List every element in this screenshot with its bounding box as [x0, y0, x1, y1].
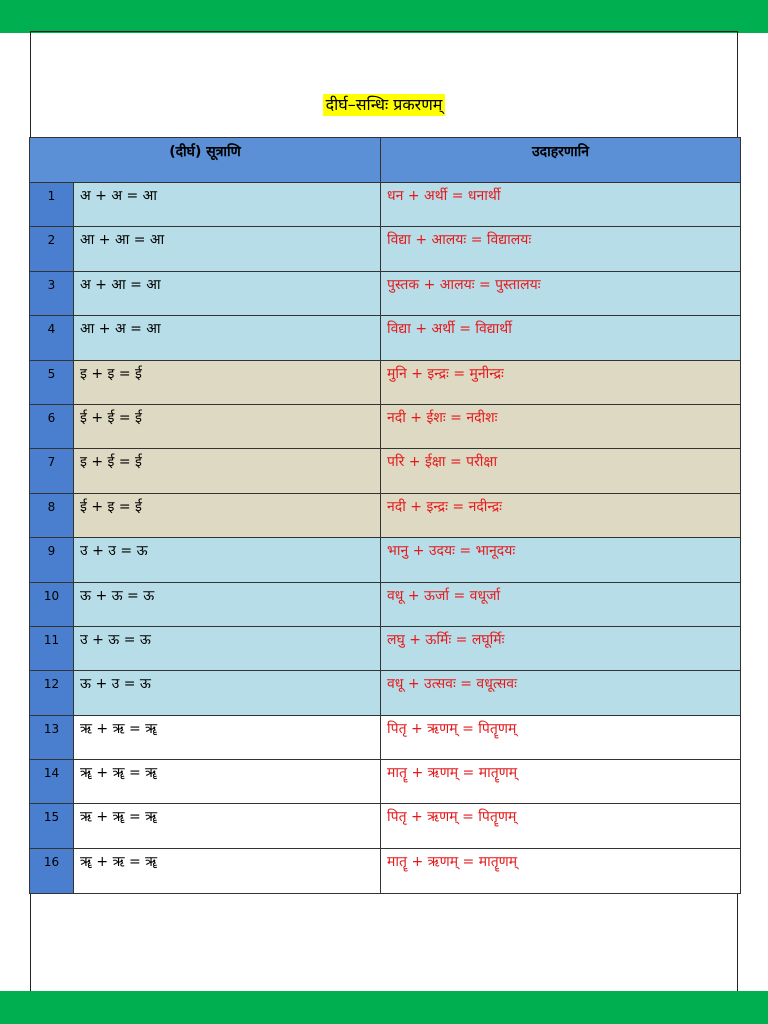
- sutra-cell: ऊ + उ = ऊ: [74, 671, 381, 715]
- row-number-cell: 3: [30, 271, 74, 315]
- row-number-cell: 15: [30, 804, 74, 848]
- table-row: [30, 449, 741, 493]
- row-number-cell: 16: [30, 848, 74, 893]
- example-cell: नदी + इन्द्रः = नदीन्द्रः: [381, 493, 741, 537]
- title-wrap: [0, 94, 768, 116]
- table-row: [30, 316, 741, 360]
- table-row: [30, 271, 741, 315]
- row-number-cell: 2: [30, 227, 74, 271]
- example-column-header: उदाहरणानि: [381, 138, 741, 183]
- example-cell: नदी + ईशः = नदीशः: [381, 404, 741, 448]
- table-row: [30, 582, 741, 626]
- example-cell: विद्या + अर्थी = विद्यार्थी: [381, 316, 741, 360]
- sutra-cell: इ + ई = ई: [74, 449, 381, 493]
- table-row: [30, 360, 741, 404]
- example-cell: भानु + उदयः = भानूदयः: [381, 538, 741, 582]
- table-row: [30, 404, 741, 448]
- table-row: [30, 760, 741, 804]
- sutra-cell: ऋ + ॠ = ॠ: [74, 804, 381, 848]
- sutra-cell: ई + इ = ई: [74, 493, 381, 537]
- table-header-row: [30, 138, 741, 183]
- row-number-cell: 8: [30, 493, 74, 537]
- row-number-cell: 14: [30, 760, 74, 804]
- example-cell: मातॄ + ऋणम् = मातॄणम्: [381, 760, 741, 804]
- table-row: [30, 538, 741, 582]
- row-number-cell: 7: [30, 449, 74, 493]
- sutra-cell: आ + अ = आ: [74, 316, 381, 360]
- table-row: [30, 804, 741, 848]
- example-cell: मातॄ + ऋणम् = मातॄणम्: [381, 848, 741, 893]
- example-cell: विद्या + आलयः = विद्यालयः: [381, 227, 741, 271]
- table-row: [30, 626, 741, 670]
- row-number-cell: 5: [30, 360, 74, 404]
- sutra-cell: ॠ + ऋ = ॠ: [74, 848, 381, 893]
- table-row: [30, 227, 741, 271]
- sutra-cell: ऊ + ऊ = ऊ: [74, 582, 381, 626]
- row-number-cell: 6: [30, 404, 74, 448]
- example-cell: पितृ + ऋणम् = पितॄणम्: [381, 804, 741, 848]
- row-number-cell: 13: [30, 715, 74, 759]
- table-row: [30, 848, 741, 893]
- sutra-cell: ॠ + ॠ = ॠ: [74, 760, 381, 804]
- sutra-cell: अ + आ = आ: [74, 271, 381, 315]
- sandhi-table: [29, 137, 741, 894]
- sutra-cell: अ + अ = आ: [74, 183, 381, 227]
- example-cell: पुस्तक + आलयः = पुस्तालयः: [381, 271, 741, 315]
- example-cell: वधू + ऊर्जा = वधूर्जा: [381, 582, 741, 626]
- bottom-green-band: [0, 991, 768, 1024]
- table-row: [30, 183, 741, 227]
- sutra-cell: ई + ई = ई: [74, 404, 381, 448]
- sutra-column-header: (दीर्घ) सूत्राणि: [30, 138, 381, 183]
- row-number-cell: 11: [30, 626, 74, 670]
- sutra-cell: आ + आ = आ: [74, 227, 381, 271]
- table-body: [30, 183, 741, 894]
- example-cell: लघु + ऊर्मिः = लघूर्मिः: [381, 626, 741, 670]
- example-cell: मुनि + इन्द्रः = मुनीन्द्रः: [381, 360, 741, 404]
- row-number-cell: 12: [30, 671, 74, 715]
- table-row: [30, 493, 741, 537]
- sutra-cell: ऋ + ऋ = ॠ: [74, 715, 381, 759]
- row-number-cell: 9: [30, 538, 74, 582]
- example-cell: वधू + उत्सवः = वधूत्सवः: [381, 671, 741, 715]
- sutra-cell: उ + ऊ = ऊ: [74, 626, 381, 670]
- row-number-cell: 10: [30, 582, 74, 626]
- table-row: [30, 671, 741, 715]
- page-title: दीर्घ–सन्धिः प्रकरणम्: [323, 94, 446, 116]
- sutra-cell: इ + इ = ई: [74, 360, 381, 404]
- example-cell: परि + ईक्षा = परीक्षा: [381, 449, 741, 493]
- table-row: [30, 715, 741, 759]
- row-number-cell: 1: [30, 183, 74, 227]
- example-cell: धन + अर्थी = धनार्थी: [381, 183, 741, 227]
- top-green-band: [0, 0, 768, 33]
- sutra-cell: उ + उ = ऊ: [74, 538, 381, 582]
- row-number-cell: 4: [30, 316, 74, 360]
- example-cell: पितृ + ऋणम् = पितॄणम्: [381, 715, 741, 759]
